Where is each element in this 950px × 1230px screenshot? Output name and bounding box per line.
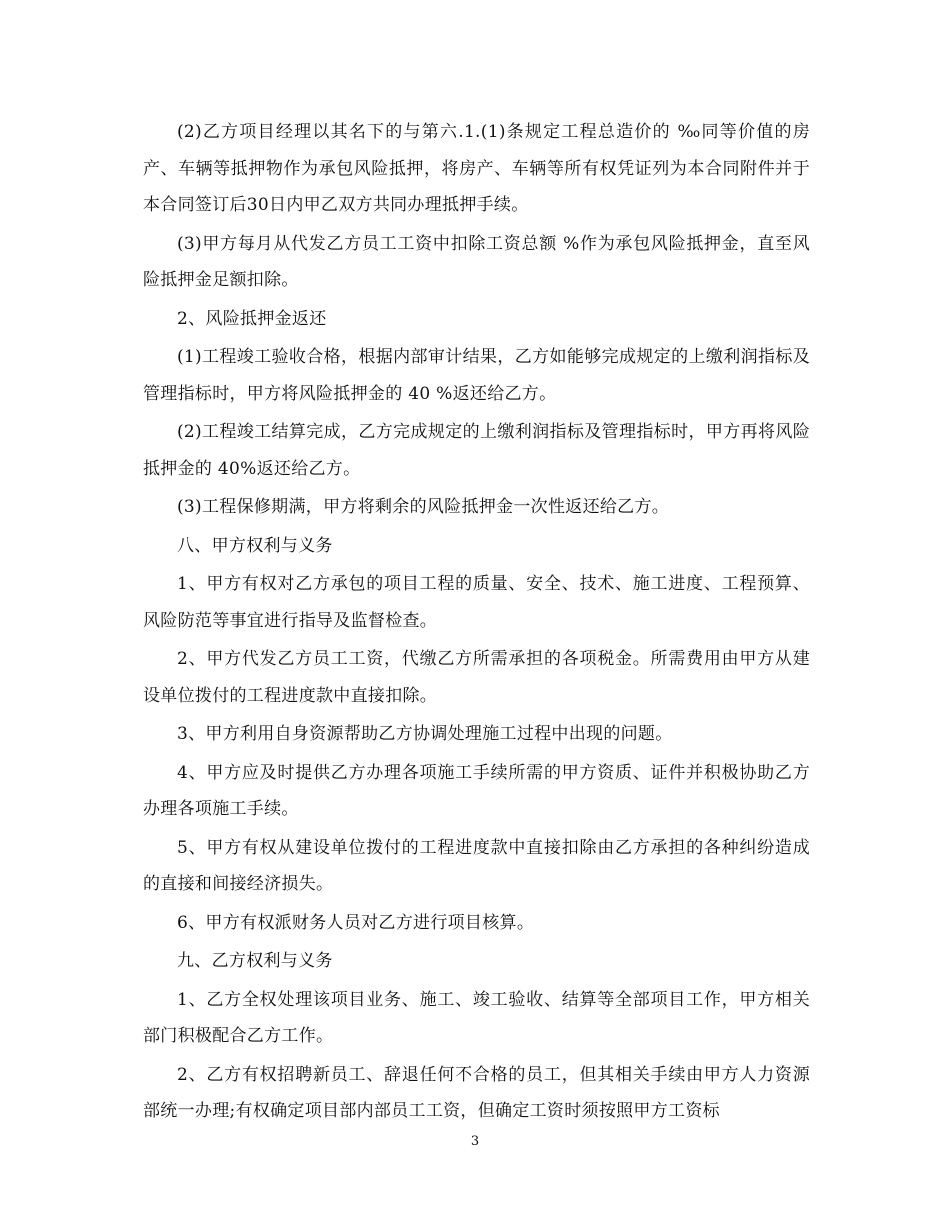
section-heading: 八、甲方权利与义务 xyxy=(177,535,333,556)
paragraph: (3)甲方每月从代发乙方员工工资中扣除工资总额 %作为承包风险抵押金，直至风险抵押金足额扣除。 xyxy=(143,233,810,291)
document-body xyxy=(143,114,810,1132)
paragraph: 2、乙方有权招聘新员工、辞退任何不合格的员工，但其相关手续由甲方人力资源部统一办理;有权确定项目部内部员工工资，但确定工资时须按照甲方工资标 xyxy=(143,1064,810,1122)
paragraph: 1、乙方全权处理该项目业务、施工、竣工验收、结算等全部项目工作，甲方相关部门积极配合乙方工作。 xyxy=(143,989,810,1047)
paragraph: (2)工程竣工结算完成，乙方完成规定的上缴利润指标及管理指标时，甲方再将风险抵押金的 40%返还给乙方。 xyxy=(143,422,810,479)
paragraph: (2)乙方项目经理以其名下的与第六.1.(1)条规定工程总造价的 ‰同等价值的房产、车辆等抵押物作为承包风险抵押，将房产、车辆等所有权凭证列为本合同附件并于本合同签订后30日内甲乙双方共同办理抵押手续。 xyxy=(143,122,810,215)
paragraph: (3)工程保修期满，甲方将剩余的风险抵押金一次性返还给乙方。 xyxy=(177,497,670,518)
paragraph: 1、甲方有权对乙方承包的项目工程的质量、安全、技术、施工进度、工程预算、风险防范等事宜进行指导及监督检查。 xyxy=(143,574,810,631)
paragraph: 5、甲方有权从建设单位拨付的工程进度款中直接扣除由乙方承担的各种纠纷造成的直接和间接经济损失。 xyxy=(143,837,810,895)
paragraph: 3、甲方利用自身资源帮助乙方协调处理施工过程中出现的问题。 xyxy=(177,724,673,745)
paragraph: 2、甲方代发乙方员工工资，代缴乙方所需承担的各项税金。所需费用由甲方从建设单位拨付的工程进度款中直接扣除。 xyxy=(143,649,810,706)
paragraph: (1)工程竣工验收合格，根据内部审计结果，乙方如能够完成规定的上缴利润指标及管理指标时，甲方将风险抵押金的 40 %返还给乙方。 xyxy=(143,347,810,404)
paragraph: 6、甲方有权派财务人员对乙方进行项目核算。 xyxy=(177,912,535,933)
section-heading: 2、风险抵押金返还 xyxy=(177,308,327,329)
page-number: 3 xyxy=(470,1134,480,1149)
section-heading: 九、乙方权利与义务 xyxy=(177,951,333,972)
paragraph: 4、甲方应及时提供乙方办理各项施工手续所需的甲方资质、证件并积极协助乙方办理各项施工手续。 xyxy=(143,762,810,820)
